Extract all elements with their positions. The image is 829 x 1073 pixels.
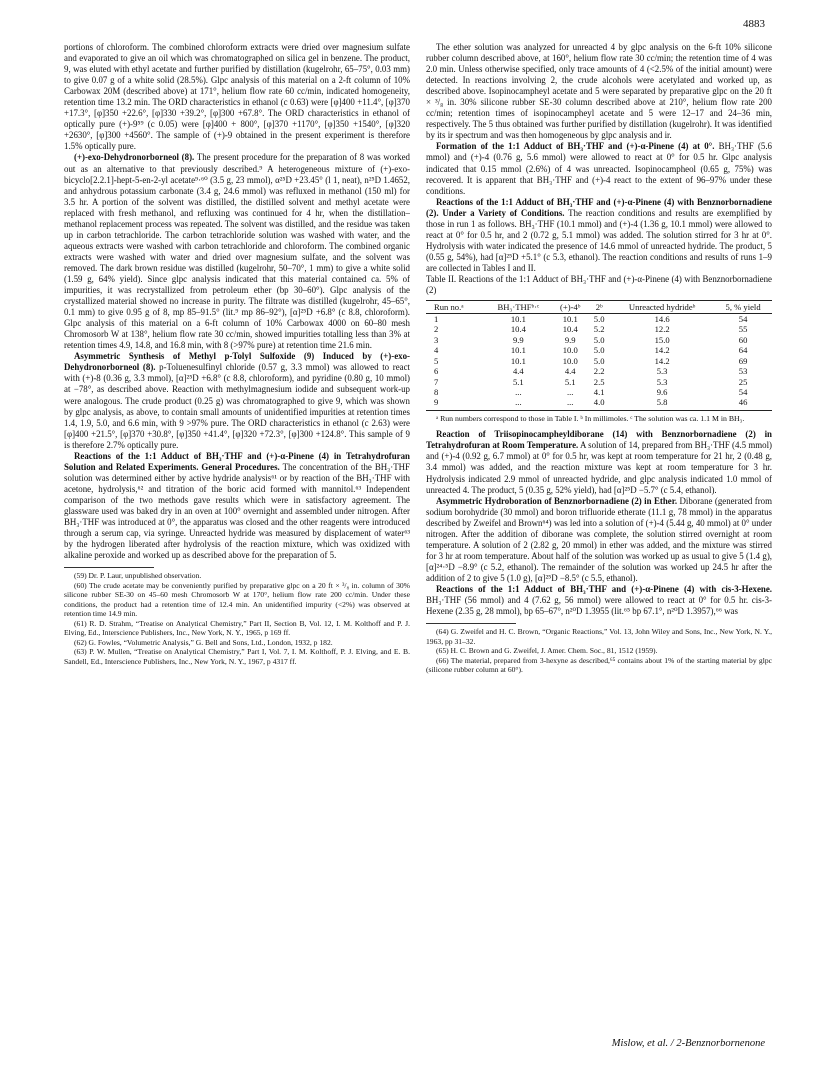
table-row — [426, 397, 772, 410]
table-cell: 5.0 — [593, 345, 605, 356]
paragraph-text: The concentration of the BH₃·THF solution was determined either by active hydride analysis⁶¹ or by reaction of the BH₃·THF with acetone, hydrolysis,⁶² and titration of the boric acid formed with mannitol.⁶³ Independent comparison of the two methods gave results which were in satisfactory agreement. The glassware used was baked dry in an oven at 100° overnight and assembled under nitrogen. After BH₃·THF was introduced at 0°, the apparatus was closed and the other reagents were introduced through a serum cap, via syringe. Unreacted hydride was measured by displacement of water⁶³ by the hydrogen liberated after hydrolysis of the reaction mixture, which was oxidized with alkaline peroxide and worked up as described above for the preparation of 5. — [64, 461, 410, 561]
table-cell: ... — [552, 397, 588, 410]
paragraph — [64, 351, 410, 450]
table-cell: 9.9 — [512, 334, 524, 345]
table-cell: ... — [515, 386, 522, 397]
left-column — [64, 42, 410, 666]
paragraph-text: portions of chloroform. The combined chloroform extracts were dried over magnesium sulfate and evaporated to give an oil which was chromatographed on silica gel in benzene. The product, 9, was eluted with ethyl acetate and further purified by distillation (kugelrohr, 65–75°, 0.03 mm) to give 0.07 g of a white solid (28.5%). Glpc analysis of this material on a 2-ft column of 10% Carbowax 20M (described above) at 171°, helium flow rate 60 cc/min, indicated homogeneity, retention time 13.2 min. The ORD characteristics in ethanol (c 0.63) were [φ]400 +11.4°, [φ]370 +17.3°, [φ]350 +22.6°, [φ]330 +39.2°, [φ]300 +67.8°. The ORD characteristics in ethanol of optically pure (+)-9⁵⁹ (c 0.05) were [φ]400 + 800°, [φ]370 +1170°, [φ]350 +1540°, [φ]320 +2630°, [φ]300 +4560°. The sample of (+)-9 obtained in the present experiment is therefore 1.5% optically pure. — [64, 42, 410, 152]
paragraph-text: p-Toluenesulfinyl chloride (0.57 g, 3.3 mmol) was allowed to react with (+)-8 (0.36 g, 3.3 mmol), [α]²⁵D +6.8° (c 8.8, chloroform), and pyridine (0.80 g, 10 mmol) at −78°, as described above. Reaction with methylmagnesium iodide and subsequent work-up were analogous. The crude product (0.25 g) was chromatographed to give 9, which was shown by glpc analysis, as above, to contain small amounts of unidentified impurities at retention times 1.4, 1.9, 5.0, and 6.6 min, with 9 >97% pure. The ORD characteristics in ethanol (c 2.63) were [φ]400 +21.5°, [φ]370 +30.8°, [φ]350 +41.4°, [φ]320 +72.3°, [φ]300 +124.8°. This sample of 9 is therefore 2.7% optically pure. — [64, 362, 410, 450]
footnote: (60) The crude acetate may be conveniently purified by preparative glpc on a 20 ft × ³/₈ in. column of 30% silicone rubber SE-30 on 45–60 mesh Chromosorb W at 170°, helium flow rate 200 cc/min. Under these conditions, the product had a retention time of 12.4 min. An unidentified impurity (<2%) was observed at retention time 14.9 min. — [64, 580, 410, 619]
footnote: (66) The material, prepared from 3-hexyne as described,⁶⁵ contains about 1% of the starting material by glpc (silicone rubber column at 60°). — [426, 655, 772, 675]
table-cell: 53 — [738, 366, 748, 377]
paragraph-text: Diborane (generated from sodium borohydride (30 mmol) and boron trifluoride etherate (11.1 g, 78 mmol) in the apparatus described by Zweifel and Brown⁶⁴) was led into a solution of (+)-4 (5.44 g, 40 mmol) at 0° under nitrogen. After the addition of diborane was complete, the solution stirred overnight at room temperature. A solution of 2 (2.82 g, 20 mmol) in ether was added, and the mixture was stirred for 3 hr at room temperature. About half of the solution was worked up as usual to give 5 (1.4 g), [α]²⁴·⁵D −8.9° (c 5.2, ethanol). The remainder of the solution was worked up 24.5 hr after the addition of 2 to give 5 (1.0 g), [α]²⁵D −8.5° (c 5.5, ethanol). — [426, 495, 773, 583]
section-heading: Asymmetric Synthesis of Methyl p-Tolyl Sulfoxide (9) Induced by (+)-exo-Dehydronorborneol (8). — [64, 351, 410, 373]
table-cell: 5.3 — [656, 376, 668, 387]
section-heading: Reactions of the 1:1 Adduct of BH₃·THF and (+)-α-Pinene (4) in Tetrahydrofuran Solution and Related Experiments. General Procedures. — [64, 450, 410, 472]
table-cell: 6 — [434, 366, 439, 377]
paragraph — [64, 451, 410, 561]
table-cell: 64 — [738, 345, 748, 356]
column-header: BH₃·THFᵇ·ᶜ — [485, 301, 553, 314]
paragraph-text: BH₃·THF (5.6 mmol) and (+)-4 (0.76 g, 5.6 mmol) were allowed to react at 0° for 0.5 hr. Glpc analysis indicated that 0.15 mmol (2.6%) of 4 was unreacted. Isopinocampheol (0.65 g, 75%) was recovered. It is apparent that BH₃·THF and (+)-4 react to the extent of 96–97% under these conditions. — [426, 141, 772, 196]
table-cell: 9.9 — [564, 334, 576, 345]
table-cell: 55 — [738, 324, 748, 335]
footnote: (64) G. Zweifel and H. C. Brown, “Organic Reactions,” Vol. 13, John Wiley and Sons, Inc., New York, N. Y., 1963, pp 31–32. — [426, 627, 772, 646]
section-heading: Asymmetric Hydroboration of Benznorbornadiene (2) in Ether. — [436, 495, 678, 506]
paragraph — [426, 141, 772, 196]
paragraph — [64, 42, 410, 152]
table-cell: 4.4 — [512, 366, 524, 377]
table-cell: 5.3 — [656, 366, 668, 377]
table-cell: 8 — [434, 386, 439, 397]
table-row — [426, 377, 772, 387]
table-footnote: ᵃ Run numbers correspond to those in Table I. ᵇ In millimoles. ᶜ The solution was ca. 1.1 M in BH₃. — [436, 413, 745, 423]
table-cell: 5.2 — [593, 324, 605, 335]
section-heading: Reactions of the 1:1 Adduct of BH₃·THF and (+)-α-Pinene (4) with cis-3-Hexene. — [436, 583, 772, 594]
table-cell: 1 — [434, 314, 439, 325]
footnote-divider — [64, 567, 154, 568]
paragraph — [426, 496, 772, 584]
table-cell: 54 — [738, 386, 748, 397]
table-cell: 10.4 — [562, 324, 578, 335]
table-row — [426, 314, 772, 325]
table-cell: 10.0 — [562, 345, 578, 356]
table-cell: 10.4 — [510, 324, 526, 335]
table-cell: 4.0 — [588, 397, 610, 410]
table-row — [426, 387, 772, 397]
table-cell: ... — [485, 397, 553, 410]
table-row — [426, 366, 772, 376]
table-cell: 12.2 — [654, 324, 670, 335]
table-cell: 5.0 — [593, 334, 605, 345]
table-cell: 2.5 — [593, 376, 605, 387]
table-cell: 46 — [714, 397, 772, 410]
footnote: (62) G. Fowles, “Volumetric Analysis,” G. Bell and Sons, Ltd., London, 1932, p 182. — [74, 637, 333, 647]
running-footer: Mislow, et al. / 2-Benznorbornenone — [611, 1038, 765, 1049]
table-cell: 60 — [738, 334, 748, 345]
section-heading: (+)-exo-Dehydronorborneol (8). — [74, 152, 195, 163]
section-heading: Reactions of the 1:1 Adduct of BH₃·THF and (+)-α-Pinene (4) with Benznorbornadiene (2). Under a Variety of Conditions. — [426, 196, 772, 218]
paragraph-text: The reaction conditions and results are exemplified by those in run 1 as follows. BH₃·THF (10.1 mmol) and (+)-4 (1.36 g, 10.1 mmol) were allowed to react at 0° for 0.5 hr, and 2 (0.72 g, 5.1 mmol) was added. The solution stirred for 3 hr at 0°. Hydrolysis with water indicated the presence of 14.6 mmol of unreacted hydride. The product, 5 (0.55 g, 54%), had [α]²⁵D +5.1° (c 5.3, ethanol). The reaction conditions and results of runs 1–9 are collected in Tables I and II. — [426, 207, 773, 273]
footnotes — [64, 571, 410, 666]
paragraph-text: A solution of 14, prepared from BH₃·THF (4.5 mmol) and (+)-4 (0.92 g, 6.7 mmol) at 0° for 0.5 hr, was kept at room temperature for 21 hr, 2 (0.48 g, 3.4 mmol) was added, and the reaction mixture was kept at room temperature for 3 hr. Hydrolysis indicated 2.9 mmol of unreacted hydride, and glpc analysis indicated 1.0 mmol of unreacted 4. The product, 5 (0.35 g, 52% yield), had [α]²⁵D −5.7° (c 5.4, ethanol). — [426, 440, 772, 495]
results-table — [426, 300, 772, 411]
table-cell: 5.1 — [564, 376, 576, 387]
table-cell: 69 — [738, 355, 748, 366]
table-cell: 5.0 — [593, 355, 605, 366]
footnote-divider — [426, 623, 516, 624]
column-header: 5, % yield — [714, 301, 772, 314]
right-column — [426, 42, 772, 675]
paragraph — [64, 152, 410, 351]
table-cell: 9.6 — [656, 386, 668, 397]
table-cell: 4.1 — [593, 386, 605, 397]
table-row — [426, 356, 772, 366]
column-header: (+)-4ᵇ — [552, 301, 588, 314]
table-caption: Table II. Reactions of the 1:1 Adduct of BH₃·THF and (+)-α-Pinene (4) with Benznorbornadiene (2) — [426, 273, 772, 296]
section-heading: Reaction of Triisopinocampheyldiborane (14) with Benznorbornadiene (2) in Tetrahydrofuran at Room Temperature. — [426, 429, 772, 451]
paragraph-text: BH₃·THF (56 mmol) and 4 (7.62 g, 56 mmol) were allowed to react at 0° for 0.5 hr. cis-3-Hexene (2.35 g, 28 mmol), bp 65–67°, n²⁰D 1.3955 (lit.⁶⁵ bp 67.1°, n²⁰D 1.3957),⁶⁶ was — [426, 595, 772, 617]
table-cell: 2 — [434, 324, 439, 335]
table-cell: 14.2 — [654, 345, 670, 356]
table-cell: 5.8 — [610, 397, 714, 410]
table-cell: 14.2 — [654, 355, 670, 366]
table-body — [426, 314, 772, 411]
table-cell: 10.0 — [562, 355, 578, 366]
footnotes — [426, 627, 772, 675]
column-header: Unreacted hydrideᵇ — [610, 301, 714, 314]
table-cell: 5.1 — [512, 376, 524, 387]
footnote: (65) H. C. Brown and G. Zweifel, J. Amer. Chem. Soc., 81, 1512 (1959). — [436, 646, 658, 656]
page-number: 4883 — [743, 18, 765, 30]
table-cell: 2.2 — [593, 366, 605, 377]
table-cell: 3 — [434, 334, 439, 345]
table-cell: 5 — [434, 355, 439, 366]
table-cell: 4 — [434, 345, 439, 356]
paragraph — [426, 584, 772, 617]
paragraph — [426, 429, 772, 495]
column-header: 2ᵇ — [588, 301, 610, 314]
table-row — [426, 335, 772, 345]
paragraph — [426, 197, 772, 274]
footnote: (63) P. W. Mullen, “Treatise on Analytical Chemistry,” Part I, Vol. 7, I. M. Kolthoff, P. J. Elving, and E. B. Sandell, Ed., Interscience Publishers, Inc., New York, N. Y., 1967, p 4317 ff. — [64, 647, 410, 666]
table-cell: 7 — [434, 376, 439, 387]
column-header: Run no.ᵃ — [426, 301, 485, 314]
footnote: (59) Dr. P. Laur, unpublished observation. — [74, 571, 202, 581]
table-cell: 4.4 — [564, 366, 576, 377]
paragraph-text: The ether solution was analyzed for unreacted 4 by glpc analysis on the 6-ft 10% silicone rubber column described above, at 160°, helium flow rate 30 cc/min; the retention time of 4 was 2.0 min. Unless otherwise specified, only trace amounts of 4 (<2.5% of the initial amount) were detected. In reactions involving 2, the crude alcohols were acetylated and worked up, as described above. Isopinocampheyl acetate and 5 were separated by preparative glpc on the 20 ft × ³/₈ in. 30% silicone rubber SE-30 column described above at 210°, helium flow rate 200 cc/min; retention times of isopinocampheyl acetate and 5 were 12–17 and 24–36 min, respectively. The 5 thus obtained was further purified by distillation (kugelrohr). It was identified by its ir spectrum and was then homogeneous by glpc analysis and ir. — [426, 42, 772, 141]
table-row — [426, 324, 772, 334]
table-cell: 10.1 — [510, 345, 526, 356]
table-row — [426, 345, 772, 355]
table-cell: 10.1 — [510, 355, 526, 366]
table-cell: 9 — [426, 397, 485, 410]
table-cell: 25 — [738, 376, 748, 387]
footnote: (61) R. D. Strahm, “Treatise on Analytical Chemistry,” Part II, Section B, Vol. 12, I. M. Kolthoff and P. J. Elving, Ed., Interscience Publishers, Inc., New York, N. Y., 1965, p 169 ff. — [64, 618, 410, 638]
section-heading: Formation of the 1:1 Adduct of BH₃·THF and (+)-α-Pinene (4) at 0°. — [436, 141, 715, 152]
table-cell: 14.6 — [654, 314, 670, 325]
table-cell: 5.0 — [593, 314, 605, 325]
table-cell: 54 — [738, 314, 748, 325]
paragraph — [426, 42, 772, 141]
table-cell: 15.0 — [654, 334, 670, 345]
paragraph-text: The present procedure for the preparation of 8 was worked out as an alternative to that previously described.⁹ A heterogeneous mixture of (+)-exo-bicyclo[2.2.1]-hept-5-en-2-yl acetate⁹·⁶⁰ (3.5 g, 23 mmol), α²⁵D +23.45° (l 1, neat), n²⁵D 1.4652, and anhydrous potassium carbonate (3.4 g, 24.6 mmol) was refluxed in methanol (150 ml) for 3.5 hr. A portion of the solvent was distilled, the distilled solvent and methyl acetate were replaced with fresh methanol, and refluxing was continued for 4 hr, when the distillation–methanol replacement process was repeated. The solvent was distilled, and the residue was taken up in carbon tetrachloride. The carbon tetrachloride solution was washed with water, and the aqueous extracts were washed with carbon tetrachloride and chloroform. The combined organic extracts were washed with water and dried over magnesium sulfate, and the solvent was removed. The dark brown residue was distilled (kugelrohr, 50–70°, 1 mm) to give a white solid (1.59 g, 64% yield). Since glpc analysis indicated that this material contained ca. 5% of impurities, it was recrystallized from petroleum ether (bp 30–60°). Glpc analysis of the crystallized material showed no increase in purity. The filtrate was distilled (kugelrohr, 45–65°, 0.1 mm) to give 0.95 g of 8, mp 85–91.5° (lit.⁹ mp 86–92°), [α]²⁵D +6.8° (c 8.8, chloroform). Glpc analysis of this material on a 6-ft column of 10% Carbowax 4000 on 60–80 mesh Chromosorb W at 138°, helium flow rate 30 cc/min, showed impurities totalling less than 3% at retention times 4.9, 14.8, and 16.8 min, with 8 (>97% pure) at retention time 21.6 min. — [64, 152, 410, 351]
table-cell: ... — [567, 386, 574, 397]
table-cell: 10.1 — [510, 314, 526, 325]
table-cell: 10.1 — [562, 314, 578, 325]
